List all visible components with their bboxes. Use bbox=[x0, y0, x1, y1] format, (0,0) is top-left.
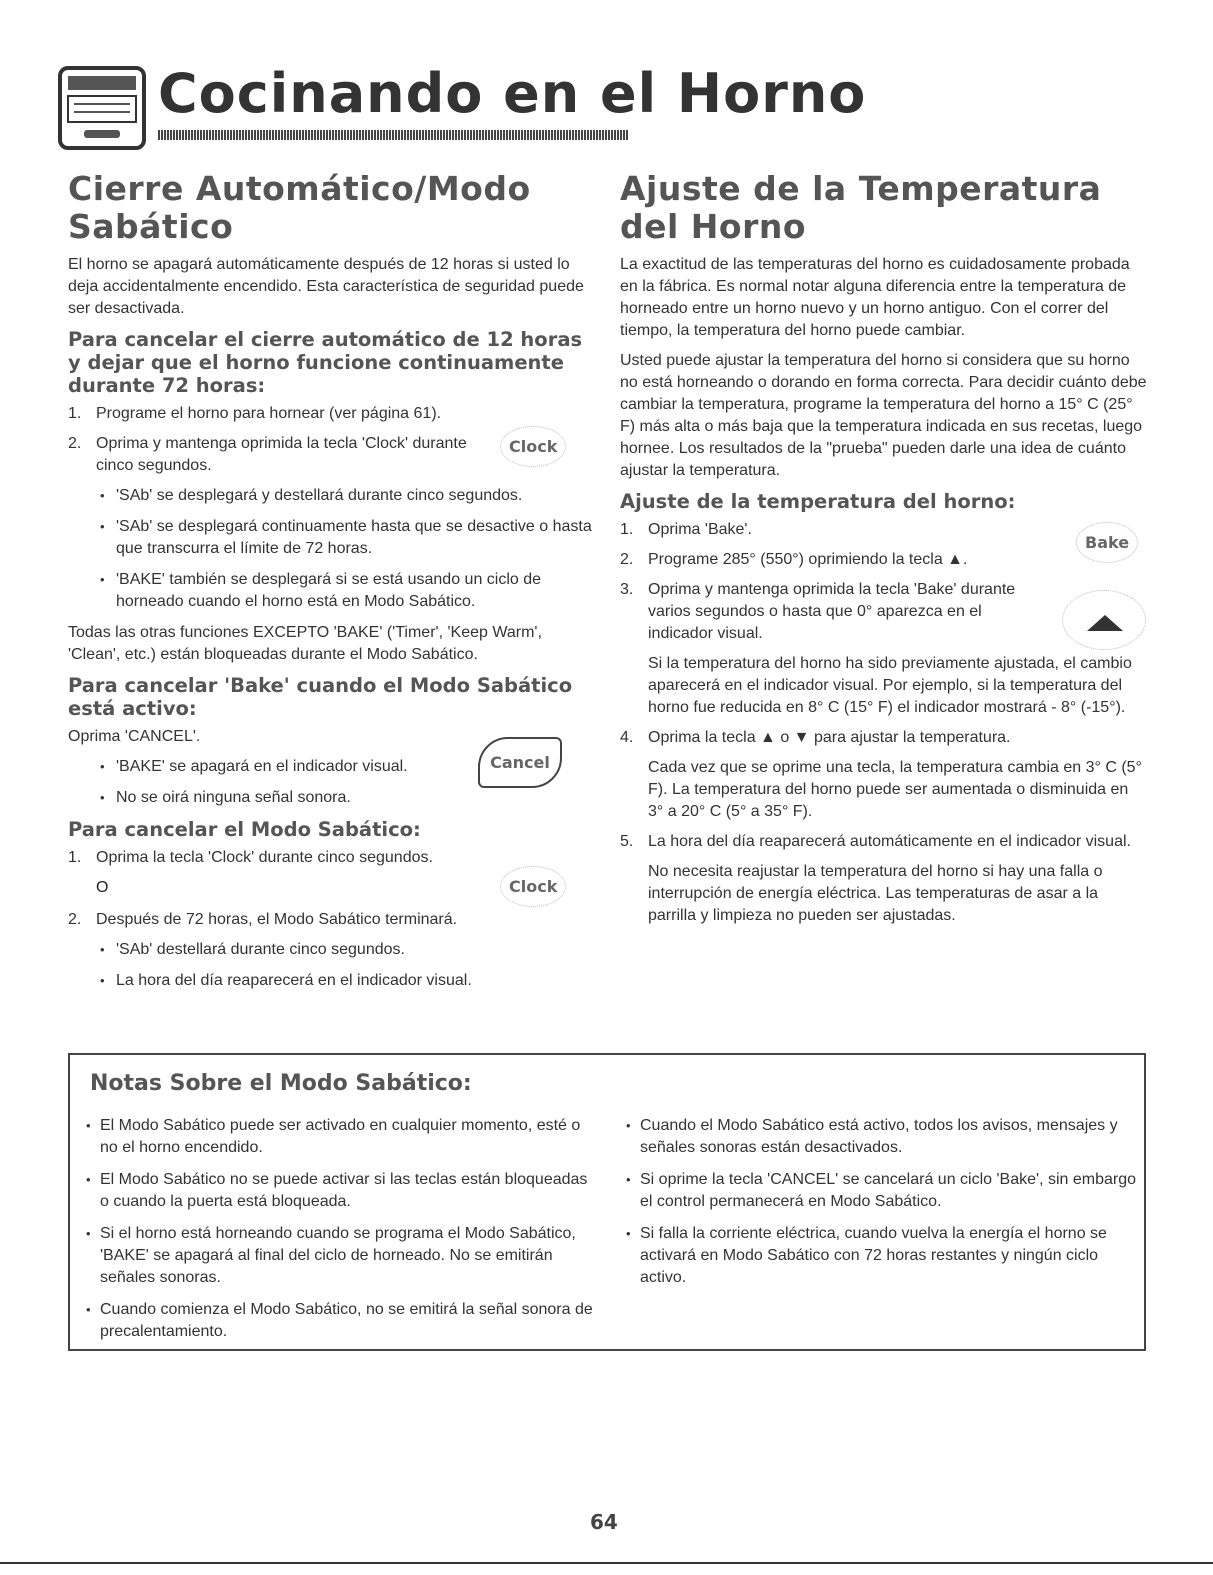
step-item bbox=[68, 909, 592, 931]
page-header bbox=[58, 62, 867, 152]
step-item bbox=[620, 549, 1148, 571]
subheading-cancel-sabbath: Para cancelar el Modo Sabático: bbox=[68, 818, 421, 841]
notes-left-column bbox=[80, 1115, 600, 1353]
step-number: 2. bbox=[68, 911, 82, 928]
subheading-cancel-autoshutoff: Para cancelar el cierre automático de 12 horas y dejar que el horno funcione continuamente durante 72 horas: bbox=[68, 328, 583, 397]
list-item: • El Modo Sabático no se puede activar si las teclas están bloqueadas o cuando la puerta está bloqueada. bbox=[80, 1169, 600, 1213]
right-column bbox=[620, 170, 1148, 935]
list-item: • 'SAb' destellará durante cinco segundos. bbox=[68, 939, 592, 961]
list-item: • 'BAKE' también se desplegará si se está usando un ciclo de horneado cuando el horno está en Modo Sabático. bbox=[68, 569, 592, 613]
step-note: Cada vez que se oprime una tecla, la temperatura cambia en 3° C (5° F). La temperatura del horno puede ser aumentada o disminuida en 3° a 20° C (5° a 35° F). bbox=[648, 759, 1142, 820]
section-title-sabbath: Cierre Automático/Modo Sabático bbox=[68, 169, 531, 246]
subheading-cancel-bake: Para cancelar 'Bake' cuando el Modo Sabático está activo: bbox=[68, 674, 573, 720]
bake-key-icon: Bake bbox=[1076, 522, 1138, 563]
step-item bbox=[620, 727, 1148, 749]
or-separator: O bbox=[96, 879, 109, 896]
temp-adjust-para: Usted puede ajustar la temperatura del horno si considera que su horno no está horneando o dorando en forma correcta. Para decidir cuánto debe cambiar la temperatura, programe la temperatura del horno a 15° C (25° F) más alta o más baja que la temperatura indicada en sus recetas, luego hornee. Los resultados de la "prueba" pueden darle una idea de cuánto ajustar la temperatura. bbox=[620, 352, 1147, 479]
sabbath-intro: El horno se apagará automáticamente después de 12 horas si usted lo deja accidentalmente encendido. Esta característica de seguridad puede ser desactivada. bbox=[68, 256, 584, 317]
list-item: • Si falla la corriente eléctrica, cuando vuelva la energía el horno se activará en Modo Sabático con 72 horas restantes y ningún ciclo activo. bbox=[620, 1223, 1140, 1289]
step-number: 5. bbox=[620, 833, 634, 850]
list-item: • El Modo Sabático puede ser activado en cualquier momento, esté o no el horno encendido. bbox=[80, 1115, 600, 1159]
step-note: Si la temperatura del horno ha sido previamente ajustada, el cambio aparecerá en el indicador visual. Por ejemplo, si la temperatura del horno fue reducida en 8° C (15° F) el indicador mostrará - 8° (-15°). bbox=[648, 655, 1132, 716]
subheading-temp-adjust: Ajuste de la temperatura del horno: bbox=[620, 490, 1016, 513]
list-item: • La hora del día reaparecerá en el indicador visual. bbox=[68, 970, 592, 992]
step-item bbox=[68, 403, 592, 425]
step-text: Oprima la tecla ▲ o ▼ para ajustar la temperatura. bbox=[648, 729, 1011, 746]
step-text: La hora del día reaparecerá automáticamente en el indicador visual. bbox=[648, 833, 1131, 850]
step-item bbox=[620, 831, 1148, 853]
clock-key-icon: Clock bbox=[500, 426, 566, 467]
title-rule bbox=[158, 130, 628, 140]
list-item: • Cuando el Modo Sabático está activo, todos los avisos, mensajes y señales sonoras están desactivados. bbox=[620, 1115, 1140, 1159]
press-cancel-text: Oprima 'CANCEL'. bbox=[68, 728, 201, 745]
list-item: • Si oprime la tecla 'CANCEL' se cancelará un ciclo 'Bake', sin embargo el control permanecerá en Modo Sabático. bbox=[620, 1169, 1140, 1213]
step-text: Programe el horno para hornear (ver página 61). bbox=[96, 405, 442, 422]
step-text: Después de 72 horas, el Modo Sabático terminará. bbox=[96, 911, 458, 928]
step-number: 1. bbox=[68, 849, 82, 866]
step-text: Programe 285° (550°) oprimiendo la tecla ▲. bbox=[648, 551, 968, 568]
cancel-key-icon: Cancel bbox=[478, 737, 562, 788]
section-title-temp-adjust: Ajuste de la Temperatura del Horno bbox=[620, 169, 1102, 246]
step-number: 1. bbox=[620, 521, 634, 538]
step-number: 2. bbox=[620, 551, 634, 568]
step-number: 2. bbox=[68, 435, 82, 452]
bottom-rule bbox=[0, 1562, 1213, 1564]
step-item bbox=[68, 847, 592, 869]
oven-icon bbox=[58, 66, 146, 150]
step-number: 4. bbox=[620, 729, 634, 746]
step-item bbox=[620, 519, 1148, 541]
page-number: 64 bbox=[590, 1510, 618, 1534]
list-item: • Cuando comienza el Modo Sabático, no se emitirá la señal sonora de precalentamiento. bbox=[80, 1299, 600, 1343]
notes-right-column bbox=[620, 1115, 1140, 1299]
list-item: • 'BAKE' se apagará en el indicador visual. bbox=[68, 756, 592, 778]
step-text: Oprima y mantenga oprimida la tecla 'Bake' durante varios segundos o hasta que 0° aparezca en el indicador visual. bbox=[648, 581, 1016, 642]
sabbath-notes-box bbox=[68, 1053, 1146, 1351]
list-item: • No se oirá ninguna señal sonora. bbox=[68, 787, 592, 809]
notes-title: Notas Sobre el Modo Sabático: bbox=[90, 1071, 472, 1096]
step-number: 3. bbox=[620, 581, 634, 598]
locked-functions-note: Todas las otras funciones EXCEPTO 'BAKE' ('Timer', 'Keep Warm', 'Clean', etc.) están bloqueadas durante el Modo Sabático. bbox=[68, 624, 542, 663]
up-arrow-key-icon bbox=[1062, 590, 1146, 650]
step-note: No necesita reajustar la temperatura del horno si hay una falla o interrupción de energía eléctrica. Las temperaturas de asar a la parrilla y limpieza no pueden ser ajustadas. bbox=[648, 863, 1103, 924]
temp-accuracy-para: La exactitud de las temperaturas del horno es cuidadosamente probada en la fábrica. Es normal notar alguna diferencia entre la temperatura de horneado entre un horno nuevo y un horno antiguo. Con el correr del tiempo, la temperatura del horno puede cambiar. bbox=[620, 256, 1130, 339]
list-item: • 'SAb' se desplegará y destellará durante cinco segundos. bbox=[68, 485, 592, 507]
page-title: Cocinando en el Horno bbox=[158, 62, 867, 125]
step-number: 1. bbox=[68, 405, 82, 422]
list-item: • 'SAb' se desplegará continuamente hasta que se desactive o hasta que transcurra el límite de 72 horas. bbox=[68, 516, 592, 560]
clock-key-icon-2: Clock bbox=[500, 866, 566, 907]
step-text: Oprima 'Bake'. bbox=[648, 521, 752, 538]
step-text: Oprima la tecla 'Clock' durante cinco segundos. bbox=[96, 849, 433, 866]
step-text: Oprima y mantenga oprimida la tecla 'Clock' durante cinco segundos. bbox=[96, 435, 467, 474]
list-item: • Si el horno está horneando cuando se programa el Modo Sabático, 'BAKE' se apagará al final del ciclo de horneado. No se emitirán señales sonoras. bbox=[80, 1223, 600, 1289]
